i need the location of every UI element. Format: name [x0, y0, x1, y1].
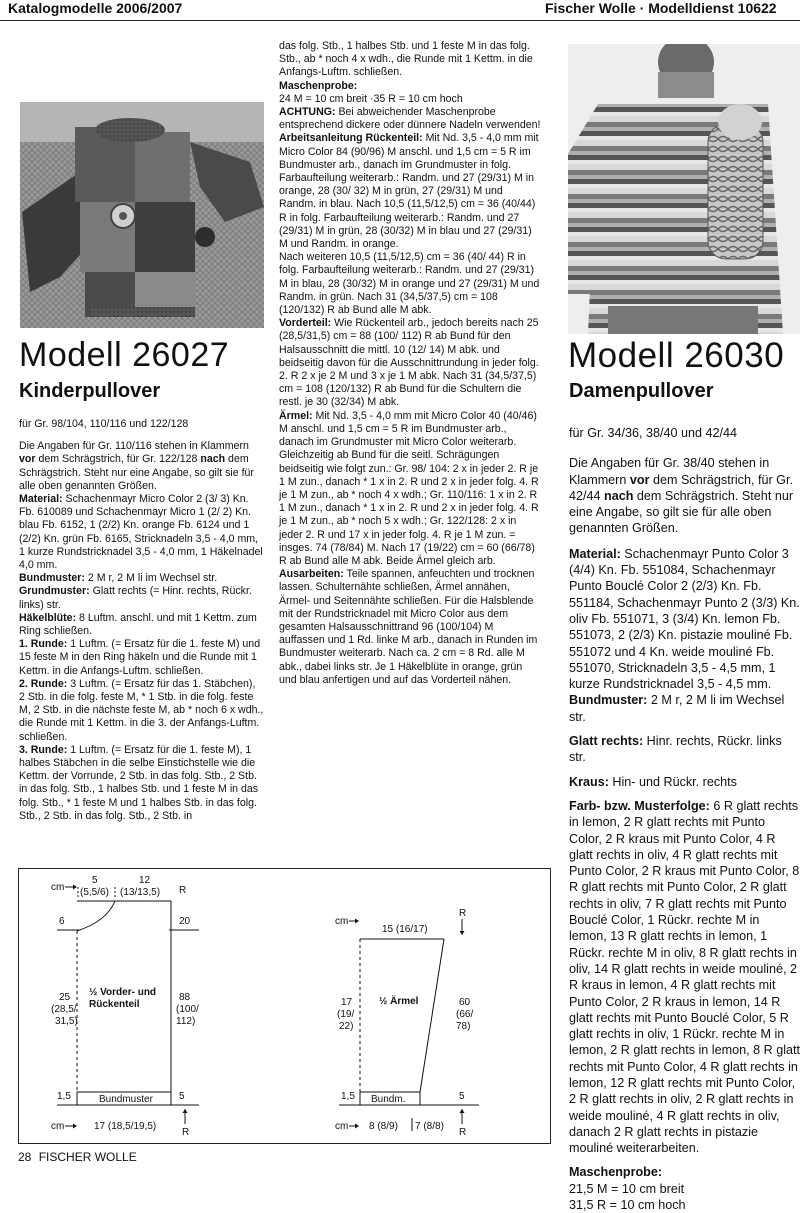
schema1-label2: Rückenteil [89, 999, 140, 1010]
schema1-top-left: 5 [92, 875, 98, 886]
label: Kraus: [569, 774, 609, 789]
schema2-right-mid2: (66/ [456, 1009, 474, 1020]
schema1-right-mid: 88 [179, 992, 191, 1003]
modell2-kraus [569, 774, 800, 790]
label: Arbeitsanleitung Rückenteil: [279, 132, 423, 145]
modell1-haekelbluete [19, 612, 264, 638]
schema1-left-mid2: (28,5/ [51, 1004, 77, 1015]
modell1-intro [19, 440, 264, 493]
label: Maschenprobe: [569, 1165, 663, 1180]
value: Teile spannen, anfeuchten und trocknen lassen. Schulternähte schließen, Ärmel annähen, Ärmel- und Seitennähte schließen. Für die Halsblende mit der Rundstricknadel mit Micro Color aus dem gesamten Halsausschnittrand 96 (100/104) M auffassen und 1 Rd. linke M arb., danach in Runden im Bundmuster weiterarb. Nach ca. 2 cm = 8 Rd. alle M abk., dabei links str. Je 1 Häkelblüte in orange, grün und blau anfertigen und auf das Vorderteil nähen. [279, 568, 538, 686]
schema2-right-bot: 5 [459, 1091, 465, 1102]
modell2-title: Modell 26030 [568, 336, 785, 375]
schema2-left-mid3: 22) [339, 1021, 354, 1032]
label: Material: [569, 546, 621, 561]
value: 2 M r, 2 M li im Wechsel str. [569, 693, 785, 724]
value: Schachenmayr Micro Color 2 (3/ 3) Kn. Fb. 610089 und Schachenmayr Micro 1 (2/ 2) Kn. blau Fb. 6152, 1 (2/2) Kn. orange Fb. 6124 und 1 (2/2) Kn. grün Fb. 6165, Stricknadeln 3,5 - 4,0 mm, 1 kurze Rundstricknadel 3,5 - 4,0 mm, 1 Häkelnadel 4,0 mm. [19, 493, 263, 572]
value: Hin- und Rückr. rechts [608, 774, 737, 789]
intro-bold-nach: nach [604, 488, 634, 503]
intro-bold-nach: nach [200, 453, 226, 466]
modell1-runde3 [19, 744, 264, 823]
label: Vorderteil: [279, 317, 332, 330]
value: 8 Luftm. anschl. und mit 1 Kettm. zum Ring schließen. [19, 611, 257, 638]
schema1-right-top: 20 [179, 916, 191, 927]
schema2-top: 15 (16/17) [382, 924, 428, 935]
schema2-bottom-right: 7 (8/8) [415, 1121, 444, 1132]
value: Glatt rechts (= Hinr. rechts, Rückr. links) str. [19, 585, 252, 611]
label: Bundmuster: [19, 572, 85, 585]
schema1-label1: ½ Vorder- und [89, 987, 157, 998]
header-catalog: Katalogmodelle 2006/2007 [8, 0, 183, 16]
modell1-ausarbeiten [279, 568, 541, 687]
modell1-achtung [279, 106, 541, 132]
value: Hinr. rechts, Rückr. links str. [569, 734, 782, 765]
modell1-maschenprobe-label [279, 80, 541, 93]
schema2-left-mid2: (19/ [337, 1009, 355, 1020]
label: Bundmuster: [569, 693, 648, 708]
schema2-r-top: R [459, 908, 467, 919]
modell2-maschenprobe1: 21,5 M = 10 cm breit [569, 1181, 685, 1196]
modell2-column [569, 425, 800, 1213]
label: Maschenprobe: [279, 79, 358, 92]
value: Schachenmayr Punto Color 3 (4/4) Kn. Fb. 551084, Schachenmayr Punto Bouclé Color 2 (2/3) Kn. Fb. 551184, Schachenmayr Punto 2 (3/3) Kn. oliv Fb. 551071, 3 (3/4) Kn. lemon Fb. 551073, 2 (2/3) Kn. pistazie mouliné Fb. 551072 und 4 Kn. weide mouliné Fb. 551070, Stricknadeln 3,5 - 4,5 mm, 1 kurze Rundstricknadel 3,5 - 4,5 mm. [569, 546, 800, 692]
schema2-left-mid: 17 [341, 997, 353, 1008]
value: Wie Rückenteil arb., jedoch bereits nach 25 (28,5/31,5) cm = 88 (100/ 112) R ab Bund für den Halsausschnitt die mittl. 10 (12/ 14) M abk. und beidseitig davon für die Ausschnittrundung in jeder folg. 2. R 2 x je 2 M und 3 x je 1 M abk. Nach 31 (34,5/37,5) cm = 108 (120/132) R ab Bund für die Schultern die restl. je 30 (32/34) M abk. [279, 317, 539, 409]
footer-brand: FISCHER WOLLE [38, 1150, 137, 1164]
value: 1 Luftm. (= Ersatz für die 1. feste M) und 15 feste M in den Ring häkeln und die Runde mit 1 Kettm. in die Anfangs-Luftm. schließen. [19, 638, 261, 677]
value: Mit Nd. 3,5 - 4,0 mm mit Micro Color 84 (90/96) M anschl. und 1,5 cm = 5 R im Bundmuster arb., danach im Grundmuster in folg. Farbaufteilung weiterarb.: Randm. und 27 (29/31) M in orange, 28 (30/ 32) M in grün, 27 (29/31) M und Randm. in blau. Nach 10,5 (11,5/12,5) cm = 36 (40/44) R in folg. Farbaufteilung weiterarb.: Randm. und 27 (29/31) M in grün, 28 (30/32) M in blau und 27 (29/31) M und Randm. in orange. [279, 132, 539, 251]
modell1-material [19, 493, 264, 572]
footer [18, 1150, 137, 1164]
schema1-right-mid2: (100/ [176, 1004, 199, 1015]
modell2-bundmuster [569, 692, 800, 725]
label: Häkelblüte: [19, 611, 77, 624]
schema1-r-bot: R [182, 1127, 190, 1138]
modell1-runde1 [19, 638, 264, 678]
modell2-subtitle: Damenpullover [569, 380, 714, 402]
schema2-cm-bot: cm [335, 1121, 349, 1132]
modell1-column1 [19, 418, 264, 823]
schema1-top-left2: (5,5/6) [80, 887, 109, 898]
intro-text: dem Schrägstrich, für Gr. 42/44 [569, 472, 793, 503]
modell1-grundmuster [19, 585, 264, 611]
intro-text: dem Schrägstrich. Steht nur eine Angabe, so gilt sie für alle oben genannten Größen. [19, 453, 254, 492]
modell1-title: Modell 26027 [19, 336, 230, 374]
schema2-bund: Bundm. [371, 1094, 406, 1105]
schematic-box [18, 868, 551, 1144]
modell1-runde2 [19, 678, 264, 744]
modell1-sizes: für Gr. 98/104, 110/116 und 122/128 [19, 418, 189, 430]
modell2-maschenprobe2: 31,5 R = 10 cm hoch [569, 1198, 686, 1213]
intro-text: dem Schrägstrich. Steht nur eine Angabe, so gilt sie für alle oben genannten Größen. [569, 488, 794, 536]
modell1-subtitle: Kinderpullover [19, 380, 161, 402]
modell1-aermel [279, 410, 541, 568]
intro-bold-vor: vor [629, 472, 650, 487]
label: Material: [19, 493, 63, 506]
page-number: 28 [18, 1150, 32, 1164]
label: Grundmuster: [19, 585, 90, 598]
intro-bold-vor: vor [19, 453, 36, 466]
intro-text: dem Schrägstrich, für Gr. 122/128 [35, 453, 201, 466]
schema1-left-top: 6 [59, 916, 65, 927]
modell2-farbfolge [569, 798, 800, 1157]
schema2-bottom-left: 8 (8/9) [369, 1121, 398, 1132]
modell2-sizes: für Gr. 34/36, 38/40 und 42/44 [569, 426, 738, 440]
schema-sleeve [335, 908, 479, 1138]
label: 1. Runde: [19, 638, 68, 651]
modell2-material [569, 546, 800, 693]
schema1-bund: Bundmuster [99, 1094, 153, 1105]
value: Bei abweichender Maschenprobe entsprechend dickere oder dünnere Nadeln verwenden! [279, 106, 541, 132]
header-modelldienst: Fischer Wolle · Modelldienst 10622 [545, 0, 777, 16]
schema1-right-mid3: 112) [176, 1016, 196, 1027]
schema1-r-top: R [179, 885, 187, 896]
intro-text: Die Angaben für Gr. 110/116 stehen in Klammern [19, 440, 249, 453]
intro-text: Die Angaben für Gr. 38/40 stehen in Klammern [569, 456, 770, 487]
schema2-right-mid: 60 [459, 997, 471, 1008]
modell1-bundmuster [19, 572, 264, 585]
modell1-rueckenteil [279, 132, 541, 251]
schema1-left-mid: 25 [59, 992, 71, 1003]
value: 6 R glatt rechts in lemon, 2 R glatt rechts mit Punto Color, 2 R kraus mit Punto Color, 4 R glatt rechts in oliv, 4 R glatt rechts mit Punto Color, 2 R kraus mit Punto Color, 8 R glatt rechts mit Punto Color, 2 R glatt rechts in oliv, 7 R glatt rechts mit Punto Bouclé Color, 1 Rückr. rechte M in lemon, 13 R glatt rechts in lemon, 1 Rückr. rechte M in oliv, 8 R glatt rechts in oliv, 14 R glatt rechts in weide mouliné, 2 R kraus in lemon, 4 R glatt rechts mit Punto Color, 2 R kraus in lemon, 14 R glatt rechts mit Punto Bouclé Color, 5 R glatt rechts in oliv, 1 Rückr. rechte M in lemon, 2 R glatt rechts in lemon, 8 R glatt rechts mit Punto Color, 4 R glatt rechts in lemon, 12 R glatt rechts mit Punto Color, 2 R glatt rechts in oliv, 2 R glatt rechts in weide mouliné, 4 R glatt rechts in oliv, danach 2 R glatt rechts in pistazie mouliné weiterarbeiten. [569, 798, 800, 1156]
schema1-bottom: 17 (18,5/19,5) [94, 1121, 157, 1132]
value: Mit Nd. 3,5 - 4,0 mm mit Micro Color 40 (40/46) M anschl. und 1,5 cm = 5 R im Bundmuster arb., danach im Grundmuster mit Micro Color weiterarb. Gleichzeitig ab Bund für die seitl. Schrägungen beidseitig wie folgt zun.: Gr. 98/ 104: 2 x in jeder 2. R je 1 M zun., danach * 1 x in 2. R und 2 x in jeder folg. 4. R je 1 M zun., ab * noch 4 x wdh.; Gr. 110/116: 1 x in 2. R 1 M zun., danach * 1 x in 2. R und 2 x in jeder folg. 4. R je 1 M zun., ab * noch 5 x wdh.; Gr. 122/128: 2 x in jeder 2. R und 17 x in jeder folg. 4. R je 1 M zun. = insges. 74 (78/84) M. Nach 17 (19/22) cm = 60 (66/78) R ab Bund alle M abk. Beide Ärmel gleich arb. [279, 409, 539, 567]
header-divider [0, 20, 800, 21]
schema1-left-bot: 1,5 [57, 1091, 71, 1102]
photo-damenpullover [568, 44, 800, 334]
label: Ärmel: [279, 409, 313, 422]
modell2-glatt [569, 733, 800, 766]
schema1-top-right: 12 [139, 875, 151, 886]
modell1-column2 [279, 40, 541, 687]
label: 2. Runde: [19, 677, 68, 690]
value: 3 Luftm. (= Ersatz für das 1. Stäbchen), 2 Stb. in die folg. feste M, * 1 Stb. in die folg. feste M, 2 Stb. in die nächste feste M, ab * noch 6 x wdh., die Runde mit 1 Kettm. in die 3. der Anfangs-Luftm. schließen. [19, 677, 264, 743]
label: Glatt rechts: [569, 734, 644, 749]
label: Farb- bzw. Musterfolge: [569, 798, 710, 813]
value: 2 M r, 2 M li im Wechsel str. [84, 572, 218, 585]
schema2-r-bot: R [459, 1127, 467, 1138]
schema2-left-bot: 1,5 [341, 1091, 355, 1102]
modell1-continue: das folg. Stb., 1 halbes Stb. und 1 feste M in das folg. Stb., ab * noch 4 x wdh., die Runde mit 1 Kettm. in die Anfangs-Luftm. schließen. [279, 40, 533, 79]
schema1-left-mid3: 31,5) [55, 1016, 78, 1027]
schema1-right-bot: 5 [179, 1091, 185, 1102]
schema-body [51, 875, 199, 1138]
modell1-rueckenteil2: Nach weiteren 10,5 (11,5/12,5) cm = 36 (40/ 44) R in folg. Farbaufteilung weiterarb.: Randm. und 27 (29/31) M in blau, 28 (30/32) M in orange und 27 (29/31) M und Randm. in grün. Nach 31 (34,5/37,5) cm = 108 (120/132) R ab Bund alle M abk. [279, 251, 540, 317]
label: 3. Runde: [19, 743, 68, 756]
value: 1 Luftm. (= Ersatz für die 1. feste M), 1 halbes Stäbchen in die selbe Einstichstelle wie die Kettm. der Vorrunde, 2 Stb. in das folg. Stb., 2 Stb. in das folg. Stb., 1 halbes Stb. und 1 feste M in das folg. Stb., * 1 feste M und 1 halbes Stb. in das folg. Stb., 2 Stb. in das folg. Stb., 2 Stb. in [19, 743, 259, 822]
schema2-right-mid3: 78) [456, 1021, 471, 1032]
label: Ausarbeiten: [279, 568, 344, 581]
modell1-vorderteil [279, 317, 541, 409]
label: ACHTUNG: [279, 106, 336, 119]
schema2-cm: cm [335, 916, 349, 927]
photo-kinderpullover [20, 102, 264, 328]
schema2-label: ½ Ärmel [379, 996, 419, 1007]
modell1-maschenprobe: 24 M = 10 cm breit ·35 R = 10 cm hoch [279, 92, 463, 105]
schema1-cm: cm [51, 882, 65, 893]
modell2-intro [569, 455, 800, 536]
schema1-cm-bot: cm [51, 1121, 65, 1132]
schema1-top-right2: (13/13,5) [120, 887, 161, 898]
